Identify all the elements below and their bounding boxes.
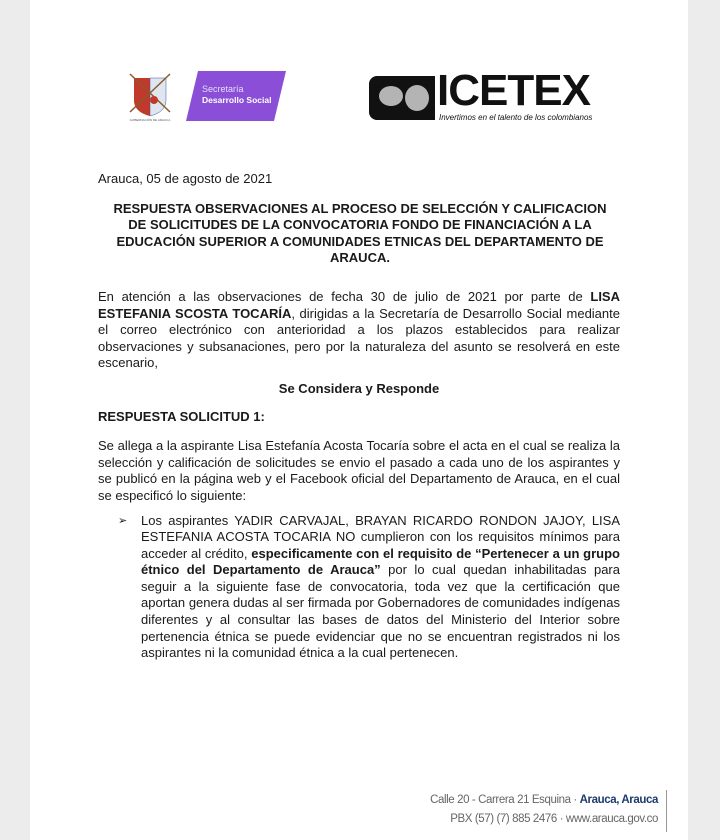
response-heading: RESPUESTA SOLICITUD 1: — [98, 408, 265, 424]
seal-caption: GOBERNACIÓN DE ARAUCA — [129, 118, 171, 122]
arrow-bullet-icon: ➢ — [118, 514, 128, 527]
icetex-name: ICETEX — [437, 66, 590, 115]
secretaria-line1: Secretaría — [202, 84, 244, 94]
bullet-text-2: por lo cual quedan inhabilitadas para seguir a la siguiente fase de convocatoria, toda vez que la certificación que aportan genera dudas al ser firmada por Gobernadores de comunidades indígenas diferentes y al consultar las bases de datos del Ministerio del Interior sobre pertenencia étnica se puede evidenciar que no se encuentran registrados ni los aspirantes ni la comunidad étnica a la cual pertenecen. — [141, 562, 620, 661]
secretaria-line2: Desarrollo Social — [202, 95, 272, 105]
icetex-tagline: Invertimos en el talento de los colombianos — [439, 113, 593, 122]
footer-city: Arauca, Arauca — [579, 794, 658, 806]
document-title: RESPUESTA OBSERVACIONES AL PROCESO DE SELECCIÓN Y CALIFICACION DE SOLICITUDES DE LA CONVOCATORIA FONDO DE FINANCIACIÓN A LA EDUCACIÓN SUPERIOR A COMUNIDADES ETNICAS DEL DEPARTAMENTO DE ARAUCA. — [113, 200, 607, 266]
footer-address — [430, 791, 658, 829]
footer-contact: PBX (57) (7) 885 2476 · www.arauca.gov.co — [450, 813, 658, 825]
intro-text-1: En atención a las observaciones de fecha 30 de julio de 2021 por parte de — [98, 288, 591, 304]
bullet-item — [98, 513, 620, 662]
secretaria-logo — [186, 71, 286, 121]
globe-icon — [369, 76, 435, 120]
bullet-paragraph — [141, 513, 620, 662]
document-body — [98, 171, 620, 662]
footer-divider — [666, 790, 667, 832]
footer-street: Calle 20 - Carrera 21 Esquina · — [430, 794, 580, 806]
arauca-seal-logo — [128, 72, 172, 122]
intro-text-2: , dirigidas a la Secretaría de Desarrollo Social mediante el correo electrónico con anterioridad a los plazos establecidos para realizar observaciones y subsanaciones, pero por la naturaleza del asunto se resolverá en este escenario, — [98, 305, 620, 371]
section-heading: Se Considera y Responde — [278, 380, 440, 396]
intro-paragraph — [98, 289, 620, 372]
bullet-text-1: Los aspirantes YADIR CARVAJAL, BRAYAN RICARDO RONDON JAJOY, LISA ESTEFANIA ACOSTA TOCARIA NO cumplieron con los requisitos mínimos para acceder al crédito, — [141, 512, 620, 561]
icetex-logo — [369, 66, 627, 124]
intro-name: LISA ESTEFANIA SCOSTA TOCARÍA — [98, 288, 620, 321]
response-paragraph: Se allega a la aspirante Lisa Estefanía Acosta Tocaría sobre el acta en el cual se realiza la selección y calificación de solicitudes se envio el pasado a cada uno de los aspirantes y se publicó en la página web y el Facebook oficial del Departamento de Arauca, en el cual se especificó lo siguiente: — [98, 438, 620, 503]
place-date: Arauca, 05 de agosto de 2021 — [98, 171, 273, 186]
bullet-bold: especificamente con el requisito de “Pertenecer a un grupo étnico del Departamento de Arauca” — [141, 545, 620, 578]
